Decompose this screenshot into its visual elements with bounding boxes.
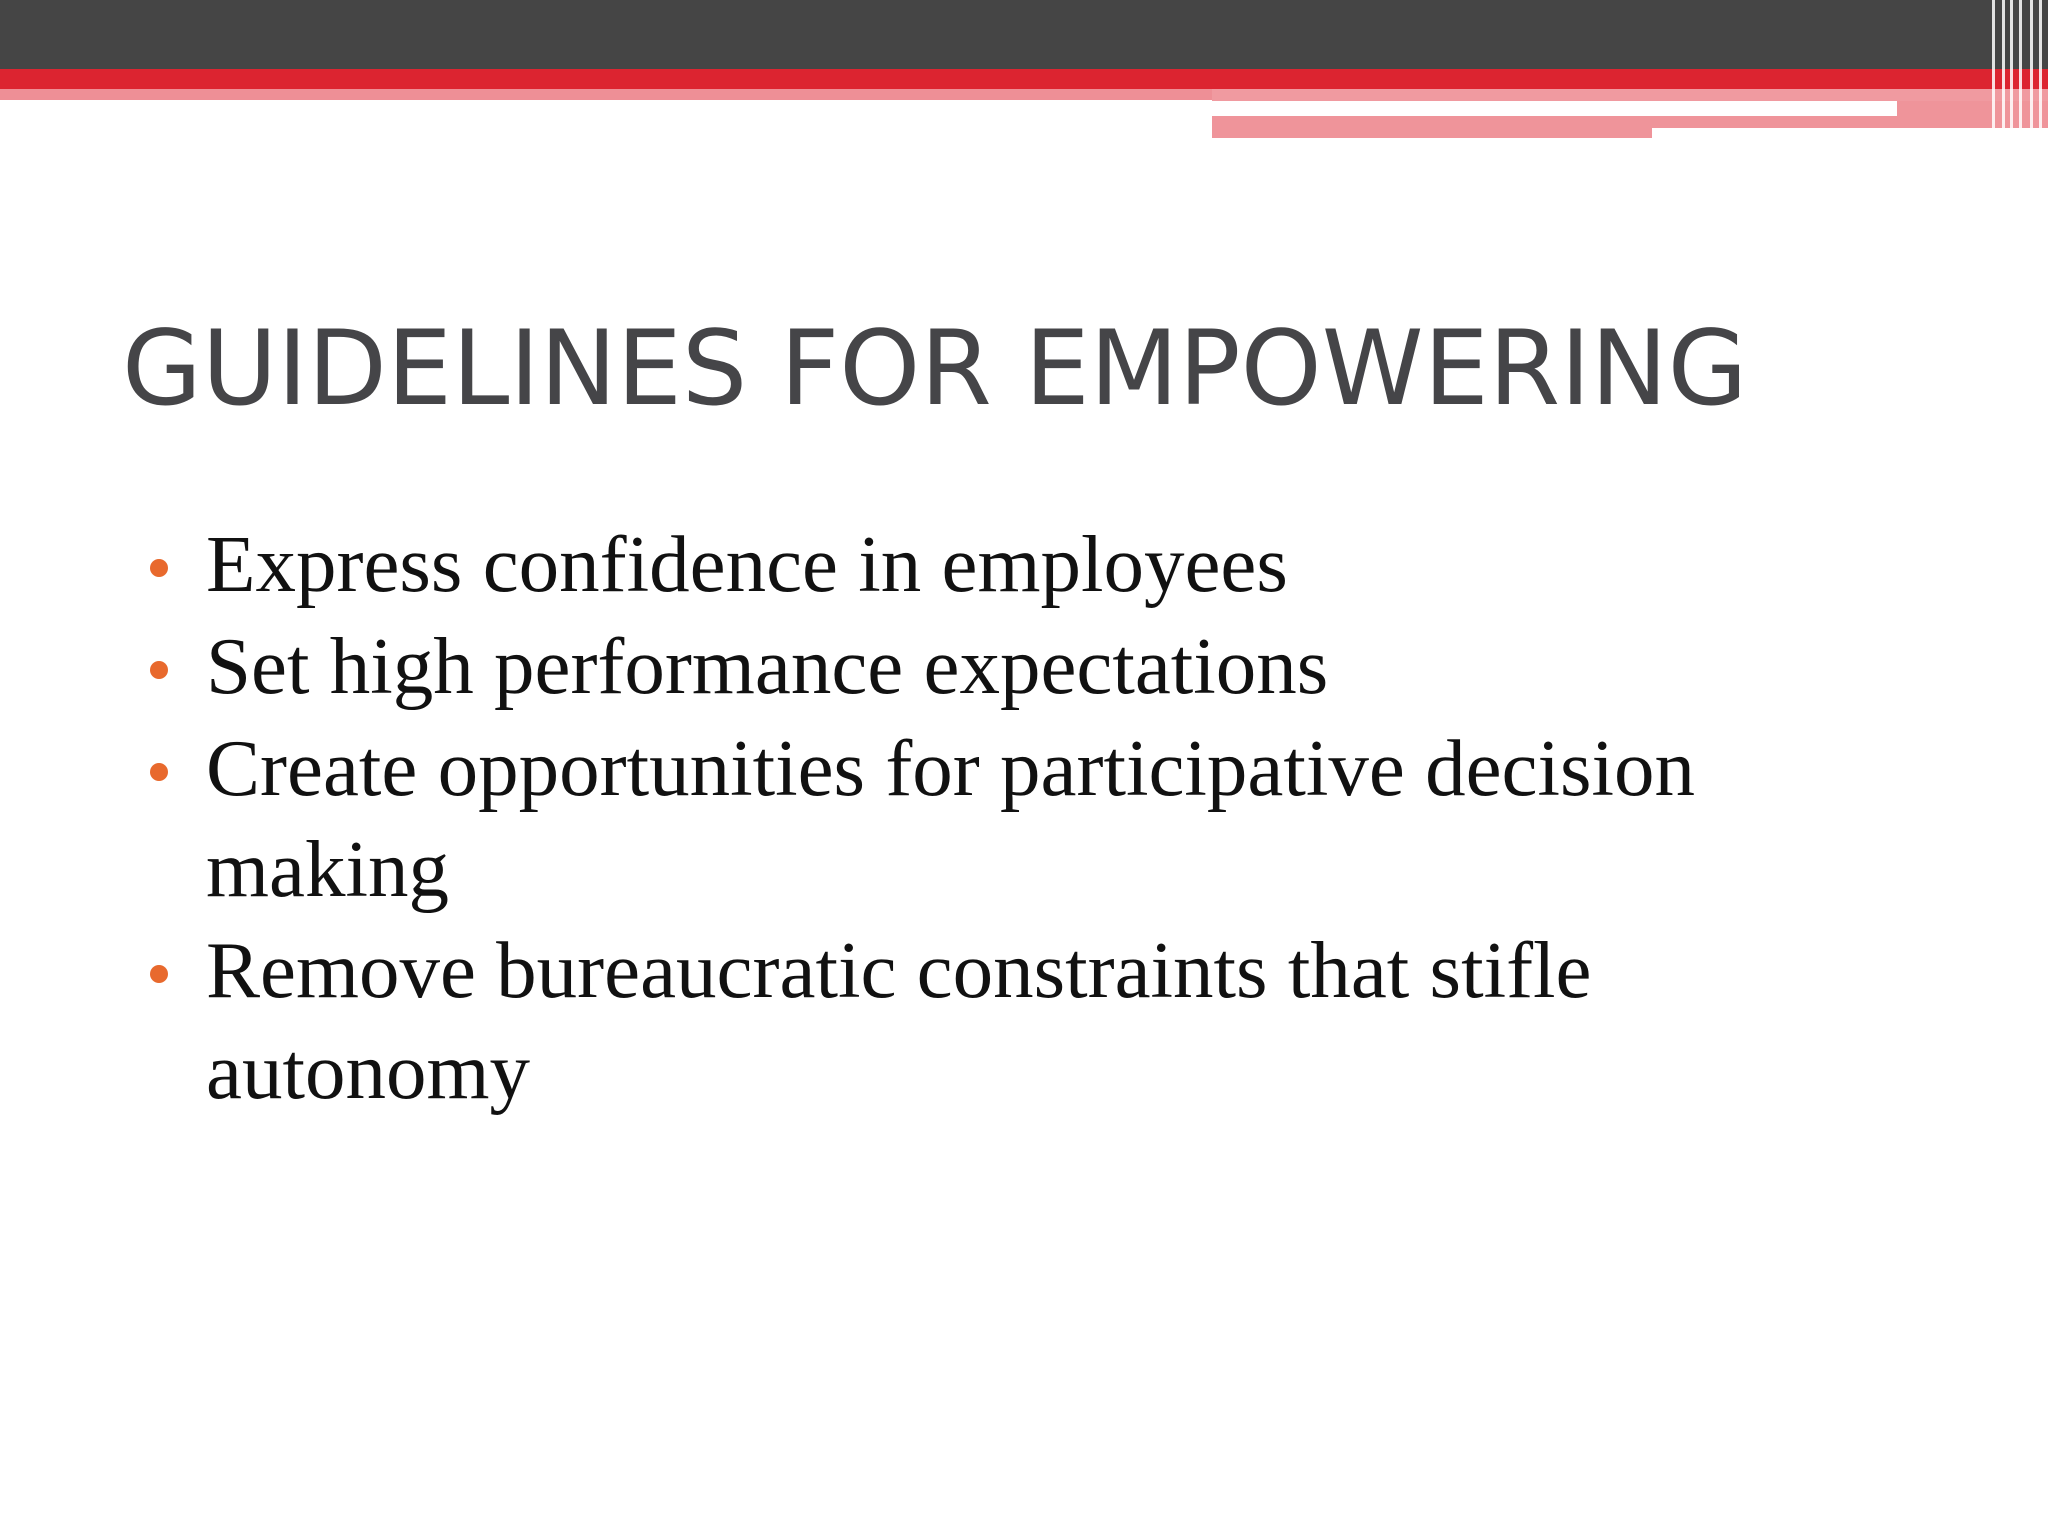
bullet-item	[206, 920, 1926, 1122]
bullet-text: Create opportunities for participative decision making	[206, 723, 1696, 914]
bullet-dot-icon	[150, 965, 168, 983]
bullet-dot-icon	[150, 763, 168, 781]
slide-title: GUIDELINES FOR EMPOWERING	[122, 309, 1748, 429]
bullet-text: Remove bureaucratic constraints that stifle autonomy	[206, 925, 1592, 1116]
bullet-dot-icon	[150, 661, 168, 679]
bullet-item	[206, 616, 1926, 717]
bullet-text: Express confidence in employees	[206, 519, 1288, 609]
bullet-item	[206, 718, 1926, 920]
bullet-dot-icon	[150, 559, 168, 577]
bullet-text: Set high performance expectations	[206, 621, 1329, 711]
bullet-item	[206, 514, 1926, 615]
